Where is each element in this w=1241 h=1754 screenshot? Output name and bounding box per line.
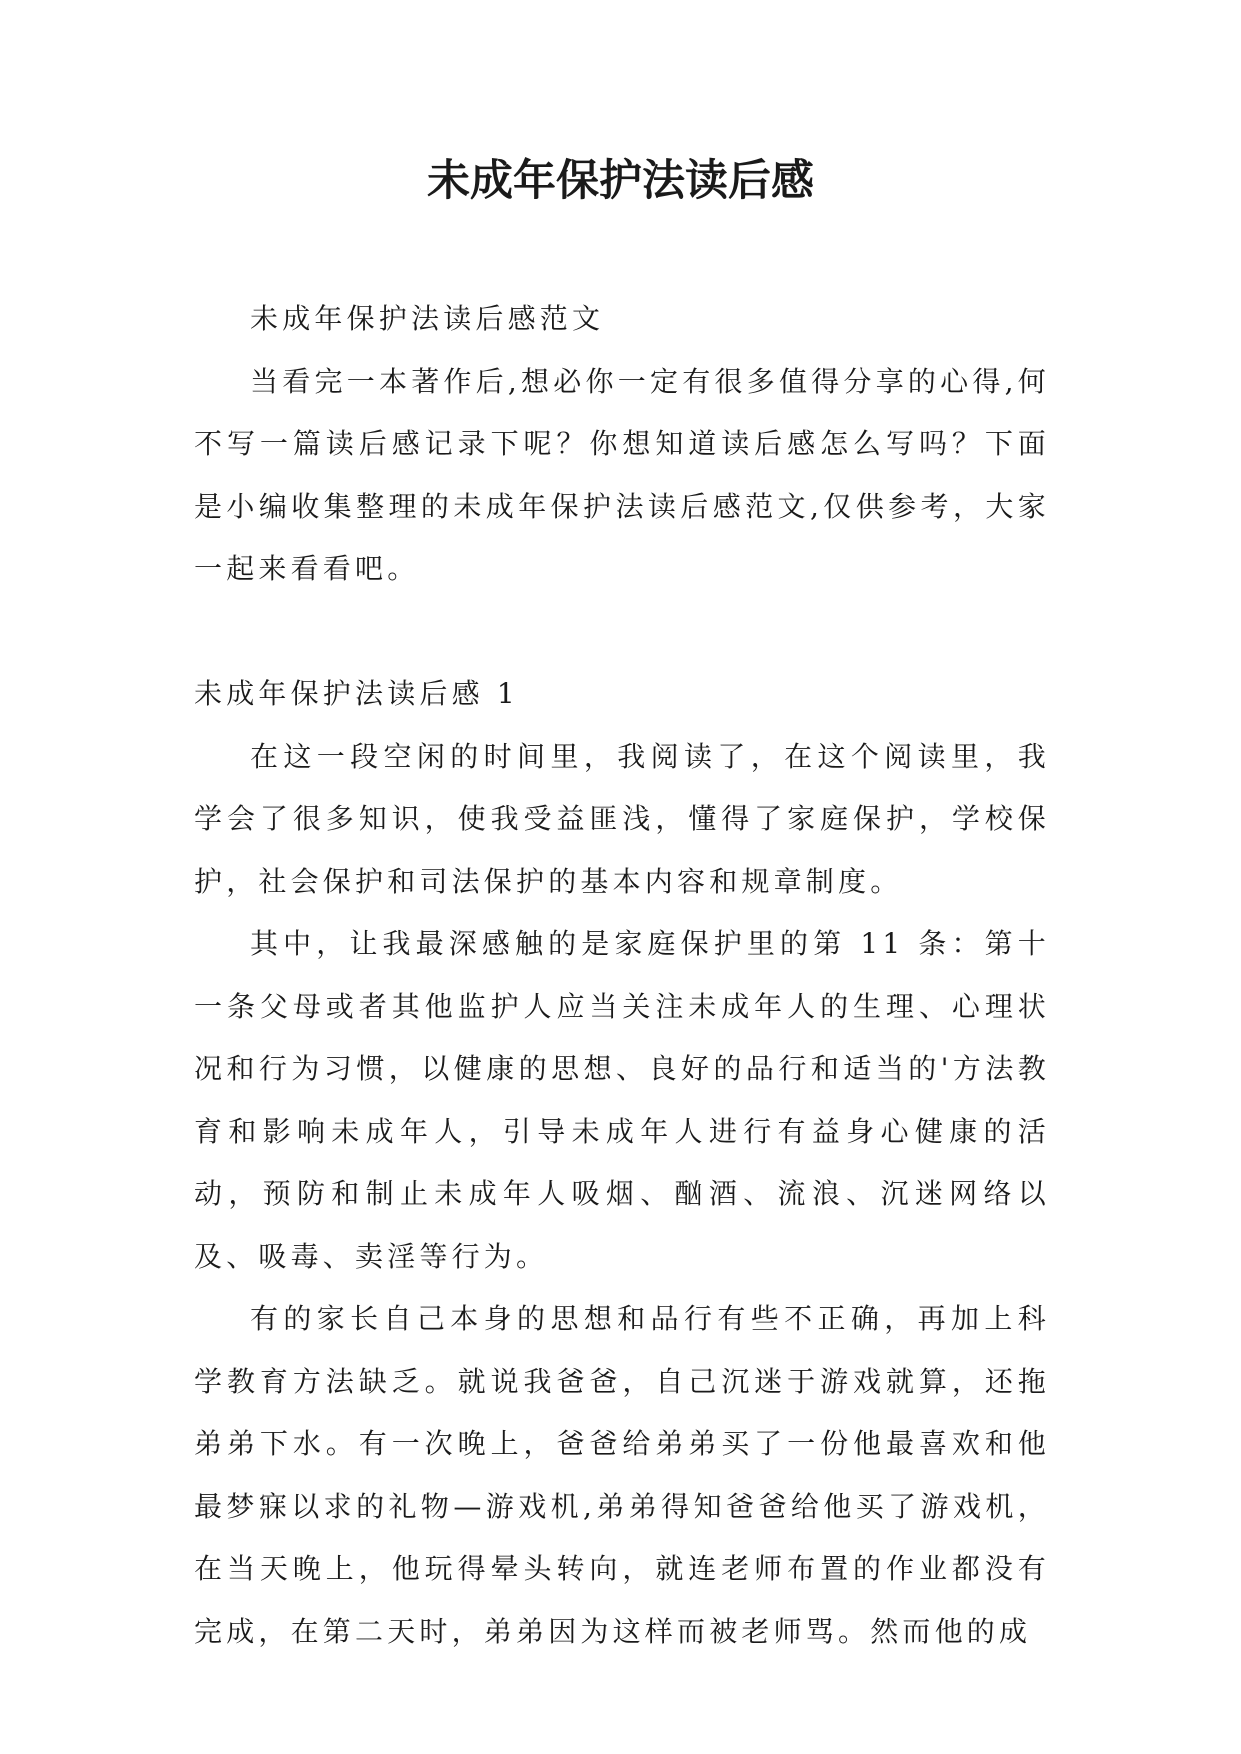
body-paragraph: 在这一段空闲的时间里，我阅读了，在这个阅读里，我学会了很多知识，使我受益匪浅，懂得了家庭保护，学校保护，社会保护和司法保护的基本内容和规章制度。	[194, 739, 1050, 898]
section-heading: 未成年保护法读后感 1	[194, 677, 519, 710]
blank-line	[194, 601, 1050, 664]
subtitle-paragraph: 未成年保护法读后感范文	[250, 302, 605, 335]
body-paragraph: 有的家长自己本身的思想和品行有些不正确，再加上科学教育方法缺乏。就说我爸爸，自己沉迷于游戏就算，还拖弟弟下水。有一次晚上，爸爸给弟弟买了一份他最喜欢和他最梦寐以求的礼物—游戏机,弟弟得知爸爸给他买了游戏机，在当天晚上，他玩得晕头转向，就连老师布置的作业都没有完成，在第二天时，弟弟因为这样而被老师骂。然而他的成	[194, 1302, 1050, 1648]
document-title: 未成年保护法读后感	[427, 156, 814, 206]
body-paragraph: 其中，让我最深感触的是家庭保护里的第 11 条：第十一条父母或者其他监护人应当关注未成年人的生理、心理状况和行为习惯，以健康的思想、良好的品行和适当的'方法教育和影响未成年人，引导未成年人进行有益身心健康的活动，预防和制止未成年人吸烟、酗酒、流浪、沉迷网络以及、吸毒、卖淫等行为。	[194, 927, 1050, 1273]
document-body	[194, 288, 1050, 1663]
intro-paragraph: 当看完一本著作后,想必你一定有很多值得分享的心得,何不写一篇读后感记录下呢？你想知道读后感怎么写吗？下面是小编收集整理的未成年保护法读后感范文,仅供参考，大家一起来看看吧。	[194, 364, 1050, 585]
